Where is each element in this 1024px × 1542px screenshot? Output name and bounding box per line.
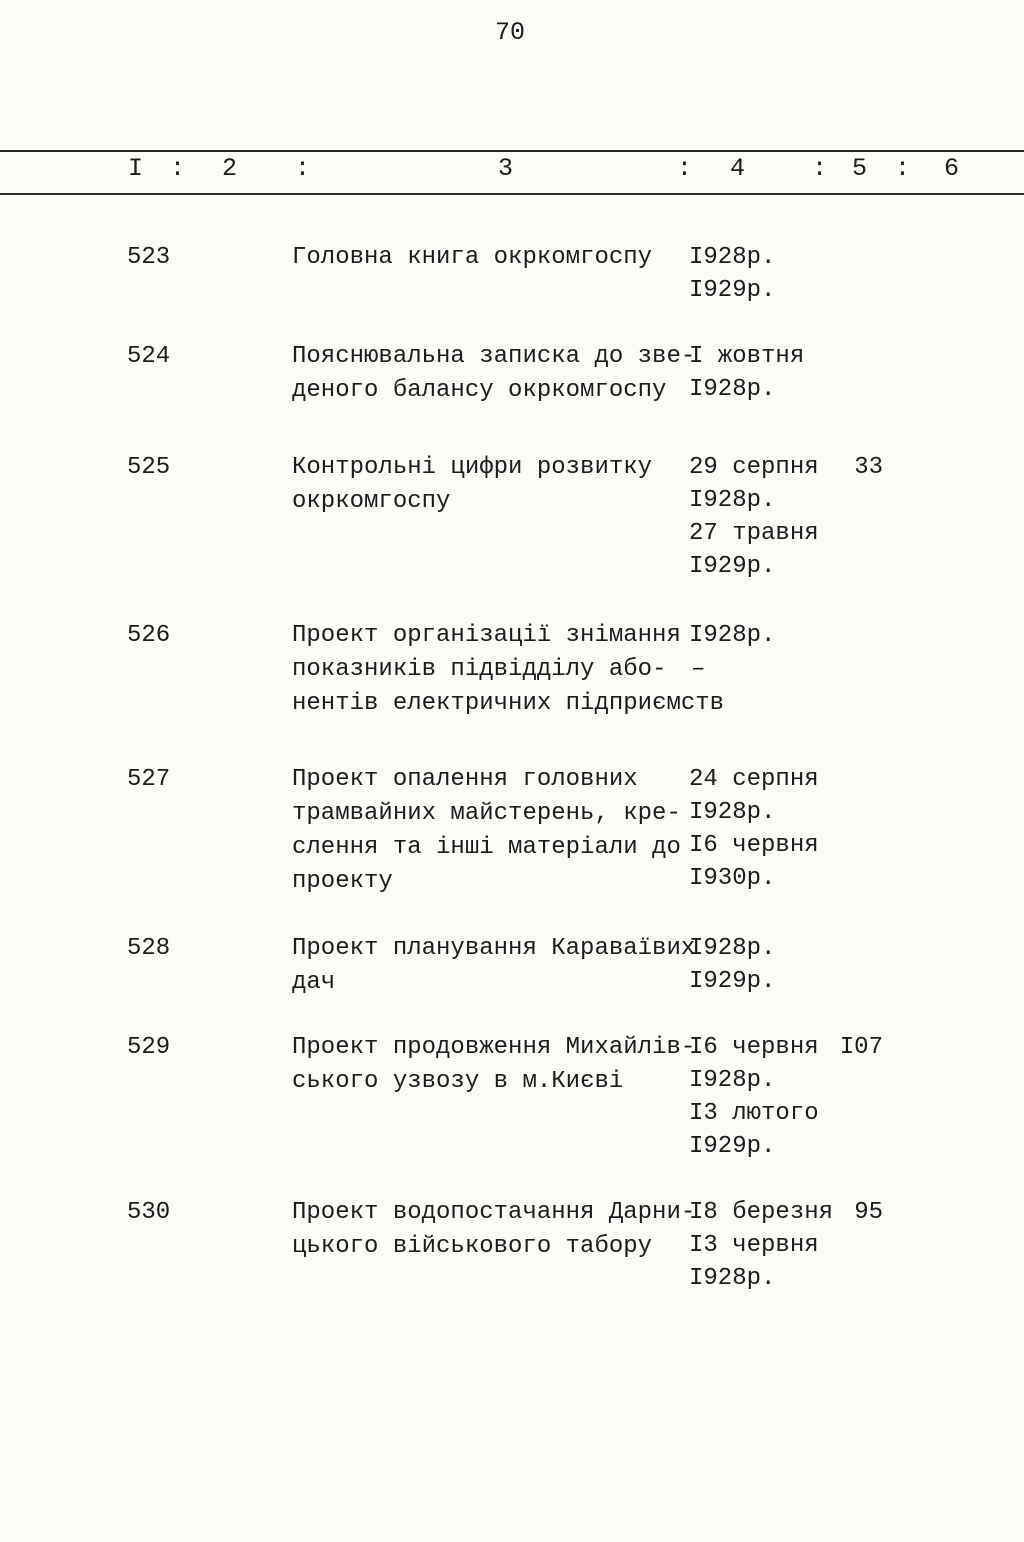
- date-line: I928р.: [689, 1067, 776, 1094]
- column-separator: :: [812, 154, 828, 183]
- date-line: I928р.: [689, 799, 776, 826]
- date-line: I928р.: [689, 1265, 776, 1292]
- date-line: I928р.: [689, 487, 776, 514]
- header-rule-top: [0, 150, 1024, 152]
- date-line: I жовтня: [689, 343, 805, 370]
- description-line: окркомгоспу: [292, 488, 451, 515]
- description-line: Пояснювальна записка до зве-: [292, 343, 696, 370]
- description-line: Проект водопостачання Дарни-: [292, 1199, 696, 1226]
- date-line: I929р.: [689, 277, 776, 304]
- column-separator: :: [895, 154, 911, 183]
- entry-dates: [689, 241, 775, 307]
- column-separator: :: [677, 154, 693, 183]
- entry-number: 523: [127, 244, 171, 271]
- description-line: Проект планування Караваївих: [292, 935, 696, 962]
- page-number: 70: [494, 18, 525, 47]
- column-header-1: I: [128, 154, 144, 183]
- date-line: 29 серпня: [689, 454, 819, 481]
- entry-number: 528: [127, 935, 171, 962]
- entry-number: 526: [127, 622, 171, 649]
- entry-dates: [689, 451, 819, 583]
- entry-number: 527: [127, 766, 171, 793]
- description-line: Проект опалення головних: [292, 766, 638, 793]
- entry-pages: 95: [854, 1199, 883, 1226]
- entry-dates: [689, 340, 804, 406]
- date-line: I3 лютого: [689, 1100, 819, 1127]
- description-line: показників підвідділу або-: [292, 656, 667, 683]
- date-line: I928р.: [689, 376, 776, 403]
- entry-number: 525: [127, 454, 171, 481]
- column-separator: :: [295, 154, 311, 183]
- description-line: ського узвозу в м.Києві: [292, 1068, 624, 1095]
- entry-dates: [689, 619, 775, 652]
- description-line: цького військового табору: [292, 1233, 653, 1260]
- date-line: I929р.: [689, 553, 776, 580]
- description-line: деного балансу окркомгоспу: [292, 377, 667, 404]
- entry-description: [292, 932, 696, 1000]
- entry-dates: [689, 1031, 819, 1163]
- description-line: дач: [292, 969, 336, 996]
- entry-description: [292, 451, 692, 519]
- header-rule-bottom: [0, 193, 1024, 195]
- column-header-5: 5: [852, 154, 868, 183]
- entry-number: 524: [127, 343, 171, 370]
- entry-description: [292, 241, 692, 275]
- date-line: I8 березня: [689, 1199, 834, 1226]
- entry-description: [292, 763, 692, 899]
- column-separator: :: [170, 154, 186, 183]
- description-line: трамвайних майстерень, кре-: [292, 800, 681, 827]
- entry-pages: I07: [839, 1034, 883, 1061]
- description-line: нентів електричних підприємств: [292, 690, 725, 717]
- date-line: I6 червня: [689, 1034, 819, 1061]
- date-line: I929р.: [689, 1133, 776, 1160]
- entry-dates: [689, 763, 819, 895]
- column-header-3: 3: [498, 154, 514, 183]
- date-line: I928р.: [689, 935, 776, 962]
- entry-number: 530: [127, 1199, 171, 1226]
- date-line: I928р.: [689, 244, 776, 271]
- entry-description: [292, 340, 696, 408]
- date-line: I3 червня: [689, 1232, 819, 1259]
- entry-number: 529: [127, 1034, 171, 1061]
- column-header-4: 4: [730, 154, 746, 183]
- column-header-6: 6: [944, 154, 960, 183]
- entry-description: [292, 1031, 696, 1099]
- entry-description: [292, 619, 725, 721]
- description-line: Контрольні цифри розвитку: [292, 454, 653, 481]
- column-header-2: 2: [222, 154, 238, 183]
- description-line: проекту: [292, 868, 393, 895]
- date-line: I930р.: [689, 865, 776, 892]
- date-line: 27 травня: [689, 520, 819, 547]
- date-line: I929р.: [689, 968, 776, 995]
- date-line: I928р.: [689, 622, 776, 649]
- description-line: слення та інші матеріали до: [292, 834, 681, 861]
- description-line: Проект організації знімання: [292, 622, 681, 649]
- entry-pages: 33: [854, 454, 883, 481]
- entry-dates: [689, 1196, 833, 1295]
- entry-description: [292, 1196, 696, 1264]
- date-line: 24 серпня: [689, 766, 819, 793]
- dash-mark: –: [691, 656, 706, 683]
- description-line: Головна книга окркомгоспу: [292, 244, 653, 271]
- entry-dates: [689, 932, 775, 998]
- date-line: I6 червня: [689, 832, 819, 859]
- description-line: Проект продовження Михайлів-: [292, 1034, 696, 1061]
